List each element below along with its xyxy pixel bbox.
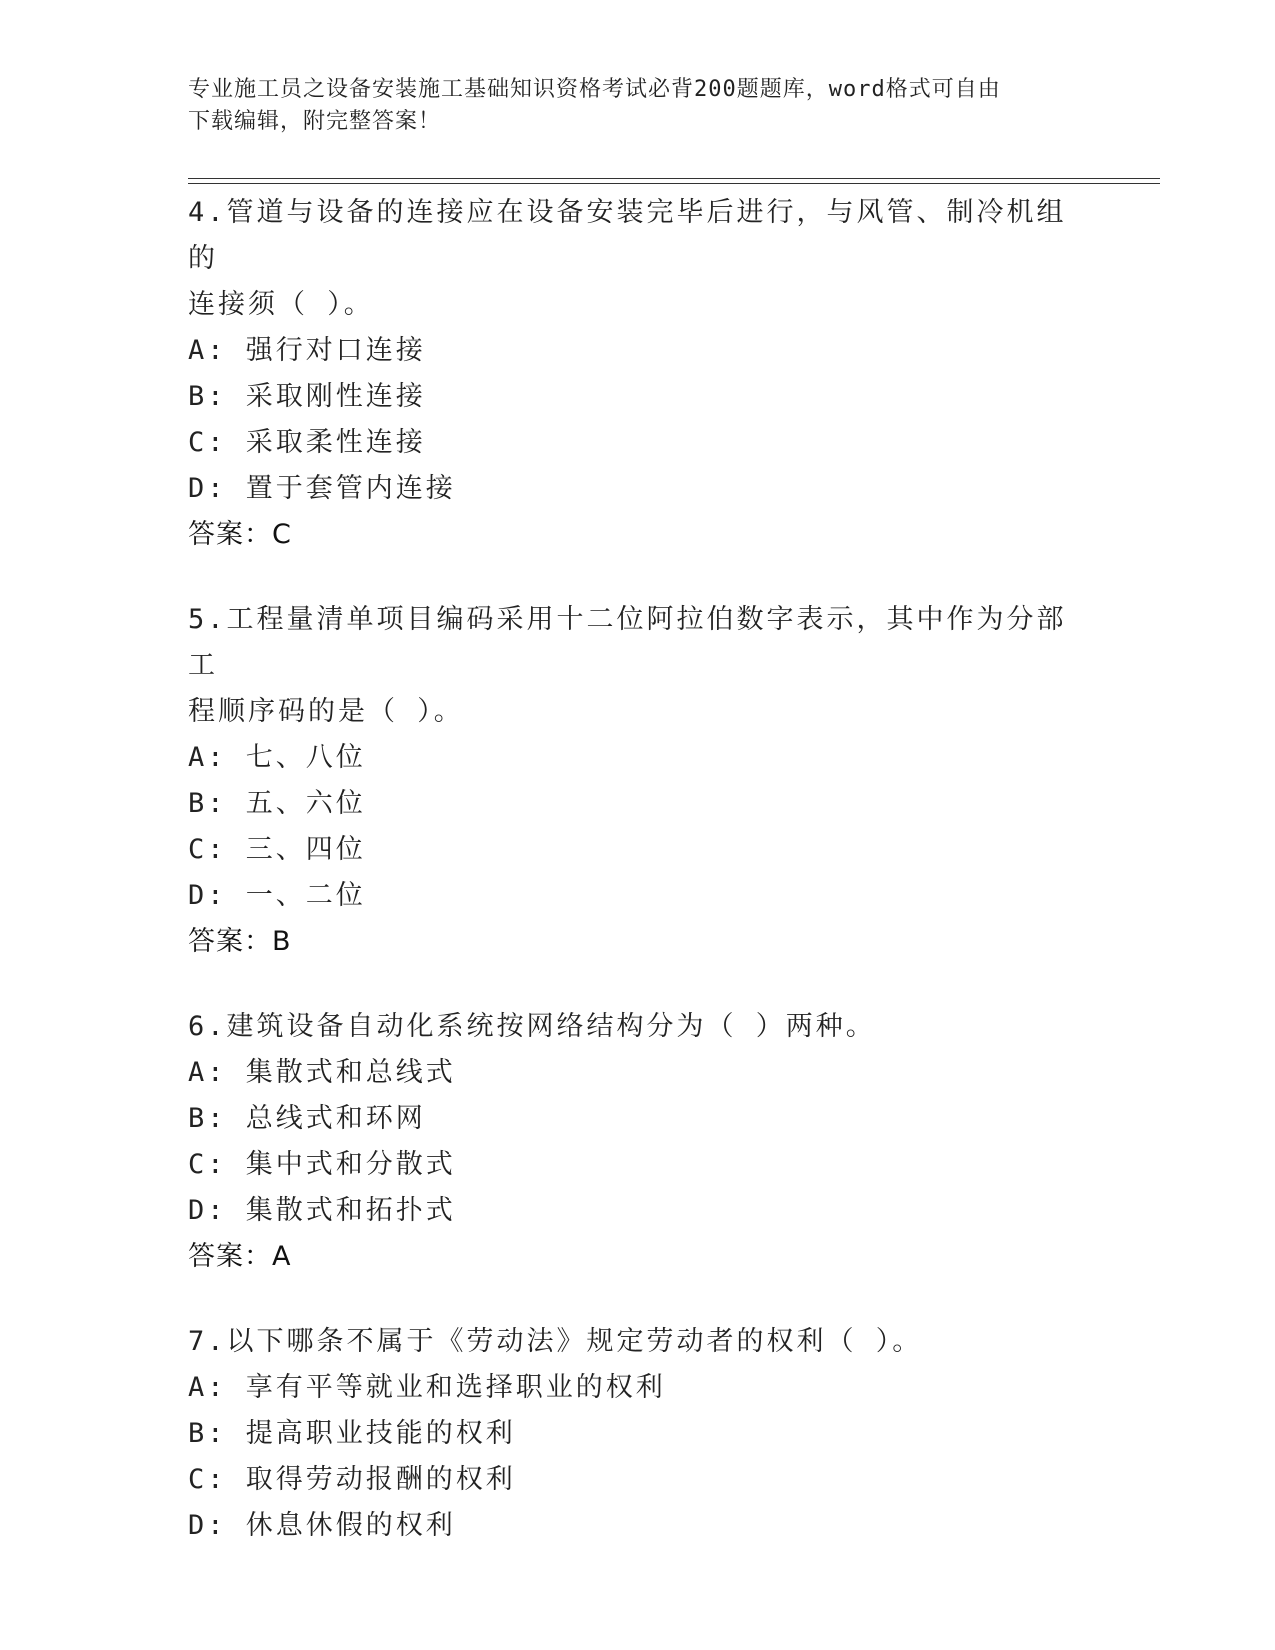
option-d: D: 置于套管内连接 bbox=[188, 473, 456, 504]
header-divider-top bbox=[188, 178, 1160, 179]
question-4 bbox=[188, 190, 1088, 558]
question-stem: 7.以下哪条不属于《劳动法》规定劳动者的权利（ ）。 bbox=[188, 1326, 923, 1357]
answer-line: 答案：C bbox=[188, 519, 292, 550]
option-c: C: 采取柔性连接 bbox=[188, 427, 426, 458]
header-divider-bottom bbox=[188, 183, 1160, 184]
question-5 bbox=[188, 597, 1088, 965]
option-b: B: 五、六位 bbox=[188, 788, 366, 819]
question-stem: 6.建筑设备自动化系统按网络结构分为（ ）两种。 bbox=[188, 1011, 876, 1042]
document-header bbox=[188, 74, 1088, 138]
answer-line: 答案：B bbox=[188, 926, 292, 957]
question-7 bbox=[188, 1319, 1088, 1549]
question-stem: 4.管道与设备的连接应在设备安装完毕后进行，与风管、制冷机组的 bbox=[188, 197, 1067, 274]
question-stem: 5.工程量清单项目编码采用十二位阿拉伯数字表示，其中作为分部工 bbox=[188, 604, 1067, 681]
option-c: C: 集中式和分散式 bbox=[188, 1149, 456, 1180]
option-d: D: 休息休假的权利 bbox=[188, 1510, 456, 1541]
question-6 bbox=[188, 1004, 1088, 1280]
question-list bbox=[188, 190, 1088, 1588]
option-b: B: 提高职业技能的权利 bbox=[188, 1418, 516, 1449]
option-a: A: 七、八位 bbox=[188, 742, 366, 773]
answer-line: 答案：A bbox=[188, 1241, 292, 1272]
option-c: C: 三、四位 bbox=[188, 834, 366, 865]
option-d: D: 集散式和拓扑式 bbox=[188, 1195, 456, 1226]
option-a: A: 集散式和总线式 bbox=[188, 1057, 456, 1088]
header-line-1: 专业施工员之设备安装施工基础知识资格考试必背200题题库，word格式可自由 bbox=[188, 77, 1001, 102]
option-d: D: 一、二位 bbox=[188, 880, 366, 911]
option-b: B: 采取刚性连接 bbox=[188, 381, 426, 412]
option-a: A: 强行对口连接 bbox=[188, 335, 426, 366]
option-a: A: 享有平等就业和选择职业的权利 bbox=[188, 1372, 666, 1403]
question-stem-continued: 程顺序码的是（ ）。 bbox=[188, 696, 464, 727]
option-c: C: 取得劳动报酬的权利 bbox=[188, 1464, 516, 1495]
header-line-2: 下载编辑，附完整答案！ bbox=[188, 109, 442, 134]
question-stem-continued: 连接须（ ）。 bbox=[188, 289, 374, 320]
option-b: B: 总线式和环网 bbox=[188, 1103, 426, 1134]
